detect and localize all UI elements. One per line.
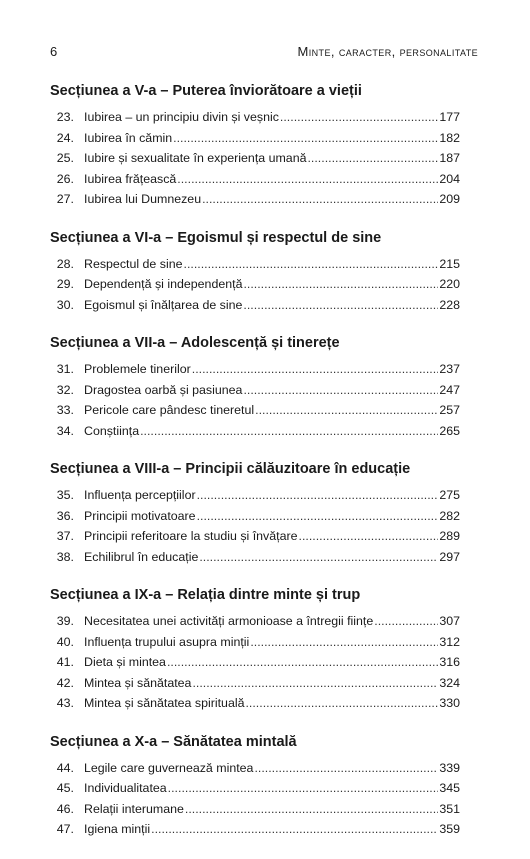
running-title: Minte, caracter, personalitate [297,44,478,59]
toc-entry [50,189,460,210]
dot-leader [245,693,438,714]
page-ref: 237 [439,362,460,376]
toc-entry [50,274,460,295]
page-ref: 204 [439,171,460,186]
section-title: Secțiunea a VI-a – Egoismul și respectul de sine [50,229,382,246]
section-title: Secțiunea a VII-a – Adolescență și tinerețe [50,335,340,351]
page-ref: 316 [439,655,460,669]
toc-entry [50,295,460,316]
chapter-title: Individualitatea [84,781,167,795]
dot-leader [280,107,438,128]
toc-section [50,82,460,210]
dot-leader [255,400,438,421]
dot-leader [167,652,438,673]
chapter-number: 32. [56,382,74,397]
page-ref: 275 [439,488,460,502]
dot-leader [199,547,438,568]
toc-entry [50,799,460,820]
dot-leader [243,380,438,401]
dot-leader [243,295,438,316]
chapter-number: 43. [56,696,74,710]
table-of-contents [50,82,460,859]
page-ref: 324 [439,675,460,690]
chapter-number: 29. [56,277,74,291]
dot-leader [299,526,439,547]
chapter-title: Influența trupului asupra minții [84,634,250,649]
toc-entry [50,693,460,714]
chapter-title: Iubirea – un principiu divin și veșnic [84,110,279,124]
chapter-number: 25. [56,151,74,165]
section-title: Secțiunea a IX-a – Relația dintre minte și trup [50,587,361,603]
toc-section [50,460,460,567]
page-ref: 351 [439,801,460,816]
chapter-title: Mintea și sănătatea spirituală [84,696,245,710]
toc-entry [50,359,460,380]
running-header [50,44,478,59]
chapter-title: Dependență și independență [84,277,243,291]
page-number: 6 [50,44,58,59]
page-ref: 345 [439,781,460,795]
page-ref: 215 [439,256,460,271]
dot-leader [197,506,439,527]
toc-entry [50,758,460,779]
chapter-number: 36. [56,508,74,523]
toc-entry [50,526,460,547]
dot-leader [184,254,439,275]
chapter-number: 39. [56,614,74,628]
toc-entry [50,547,460,568]
page-ref: 297 [439,549,460,564]
toc-entry [50,128,460,149]
chapter-number: 35. [56,488,74,502]
toc-entry [50,400,460,421]
chapter-number: 27. [56,192,74,206]
toc-entry [50,148,460,169]
toc-entry [50,485,460,506]
dot-leader [254,758,438,779]
chapter-number: 46. [56,801,74,816]
toc-entry [50,107,460,128]
toc-entry [50,380,460,401]
page-ref: 177 [439,110,460,124]
page-ref: 228 [439,297,460,312]
chapter-title: Relații interumane [84,801,184,816]
toc-entry [50,632,460,653]
chapter-number: 44. [56,760,74,775]
dot-leader [250,632,438,653]
chapter-title: Iubirea în cămin [84,130,173,145]
chapter-number: 23. [56,110,74,124]
dot-leader [173,128,438,149]
page-ref: 359 [439,822,460,836]
page-ref: 265 [439,423,460,438]
toc-section [50,586,460,714]
chapter-number: 38. [56,549,74,564]
toc-entry [50,506,460,527]
chapter-title: Egoismul și înălțarea de sine [84,297,243,312]
chapter-title: Mintea și sănătatea [84,675,192,690]
chapter-number: 37. [56,529,74,543]
chapter-title: Dragostea oarbă și pasiunea [84,382,243,397]
chapter-number: 33. [56,403,74,417]
section-title: Secțiunea a VIII-a – Principii călăuzitoare în educație [50,461,411,477]
dot-leader [307,148,438,169]
chapter-title: Conștiința [84,423,140,438]
toc-entry [50,169,460,190]
dot-leader [140,421,438,442]
chapter-number: 30. [56,297,74,312]
chapter-title: Necesitatea unei activități armonioase a întregii ființe [84,614,374,628]
chapter-title: Dieta și mintea [84,655,166,669]
toc-section [50,733,460,840]
chapter-number: 26. [56,171,74,186]
toc-entry [50,421,460,442]
page-ref: 247 [439,382,460,397]
chapter-number: 41. [56,655,74,669]
page-ref: 257 [439,403,460,417]
dot-leader [177,169,438,190]
page-ref: 220 [439,277,460,291]
chapter-title: Principii motivatoare [84,508,196,523]
chapter-number: 47. [56,822,74,836]
dot-leader [168,778,439,799]
dot-leader [192,673,438,694]
chapter-title: Principii referitoare la studiu și învățare [84,529,298,543]
dot-leader [197,485,439,506]
chapter-title: Pericole care pândesc tineretul [84,403,255,417]
toc-entry [50,652,460,673]
chapter-title: Igiena minții [84,822,151,836]
chapter-title: Echilibrul în educație [84,549,199,564]
page-ref: 282 [439,508,460,523]
page-ref: 182 [439,130,460,145]
chapter-title: Iubirea lui Dumnezeu [84,192,202,206]
chapter-title: Iubirea frățească [84,171,177,186]
chapter-title: Iubire și sexualitate în experiența umană [84,151,307,165]
toc-entry [50,819,460,840]
dot-leader [151,819,438,840]
chapter-number: 28. [56,256,74,271]
dot-leader [374,611,438,632]
chapter-title: Problemele tinerilor [84,362,191,376]
toc-entry [50,611,460,632]
page-ref: 307 [439,614,460,628]
dot-leader [192,359,439,380]
chapter-number: 42. [56,675,74,690]
toc-section [50,334,460,441]
page-ref: 289 [439,529,460,543]
dot-leader [185,799,438,820]
toc-entry [50,673,460,694]
chapter-title: Legile care guvernează mintea [84,760,254,775]
chapter-title: Influența percepțiilor [84,488,196,502]
chapter-number: 45. [56,781,74,795]
chapter-number: 24. [56,130,74,145]
section-title: Secțiunea a V-a – Puterea înviorătoare a vieții [50,83,362,99]
toc-entry [50,778,460,799]
page-ref: 339 [439,760,460,775]
page-ref: 312 [439,634,460,649]
dot-leader [243,274,438,295]
page-ref: 187 [439,151,460,165]
page-ref: 330 [439,696,460,710]
dot-leader [202,189,438,210]
chapter-number: 40. [56,634,74,649]
section-title: Secțiunea a X-a – Sănătatea mintală [50,733,297,750]
chapter-number: 34. [56,423,74,438]
page-ref: 209 [439,192,460,206]
chapter-number: 31. [56,362,74,376]
toc-section [50,229,460,316]
toc-entry [50,254,460,275]
chapter-title: Respectul de sine [84,256,183,271]
